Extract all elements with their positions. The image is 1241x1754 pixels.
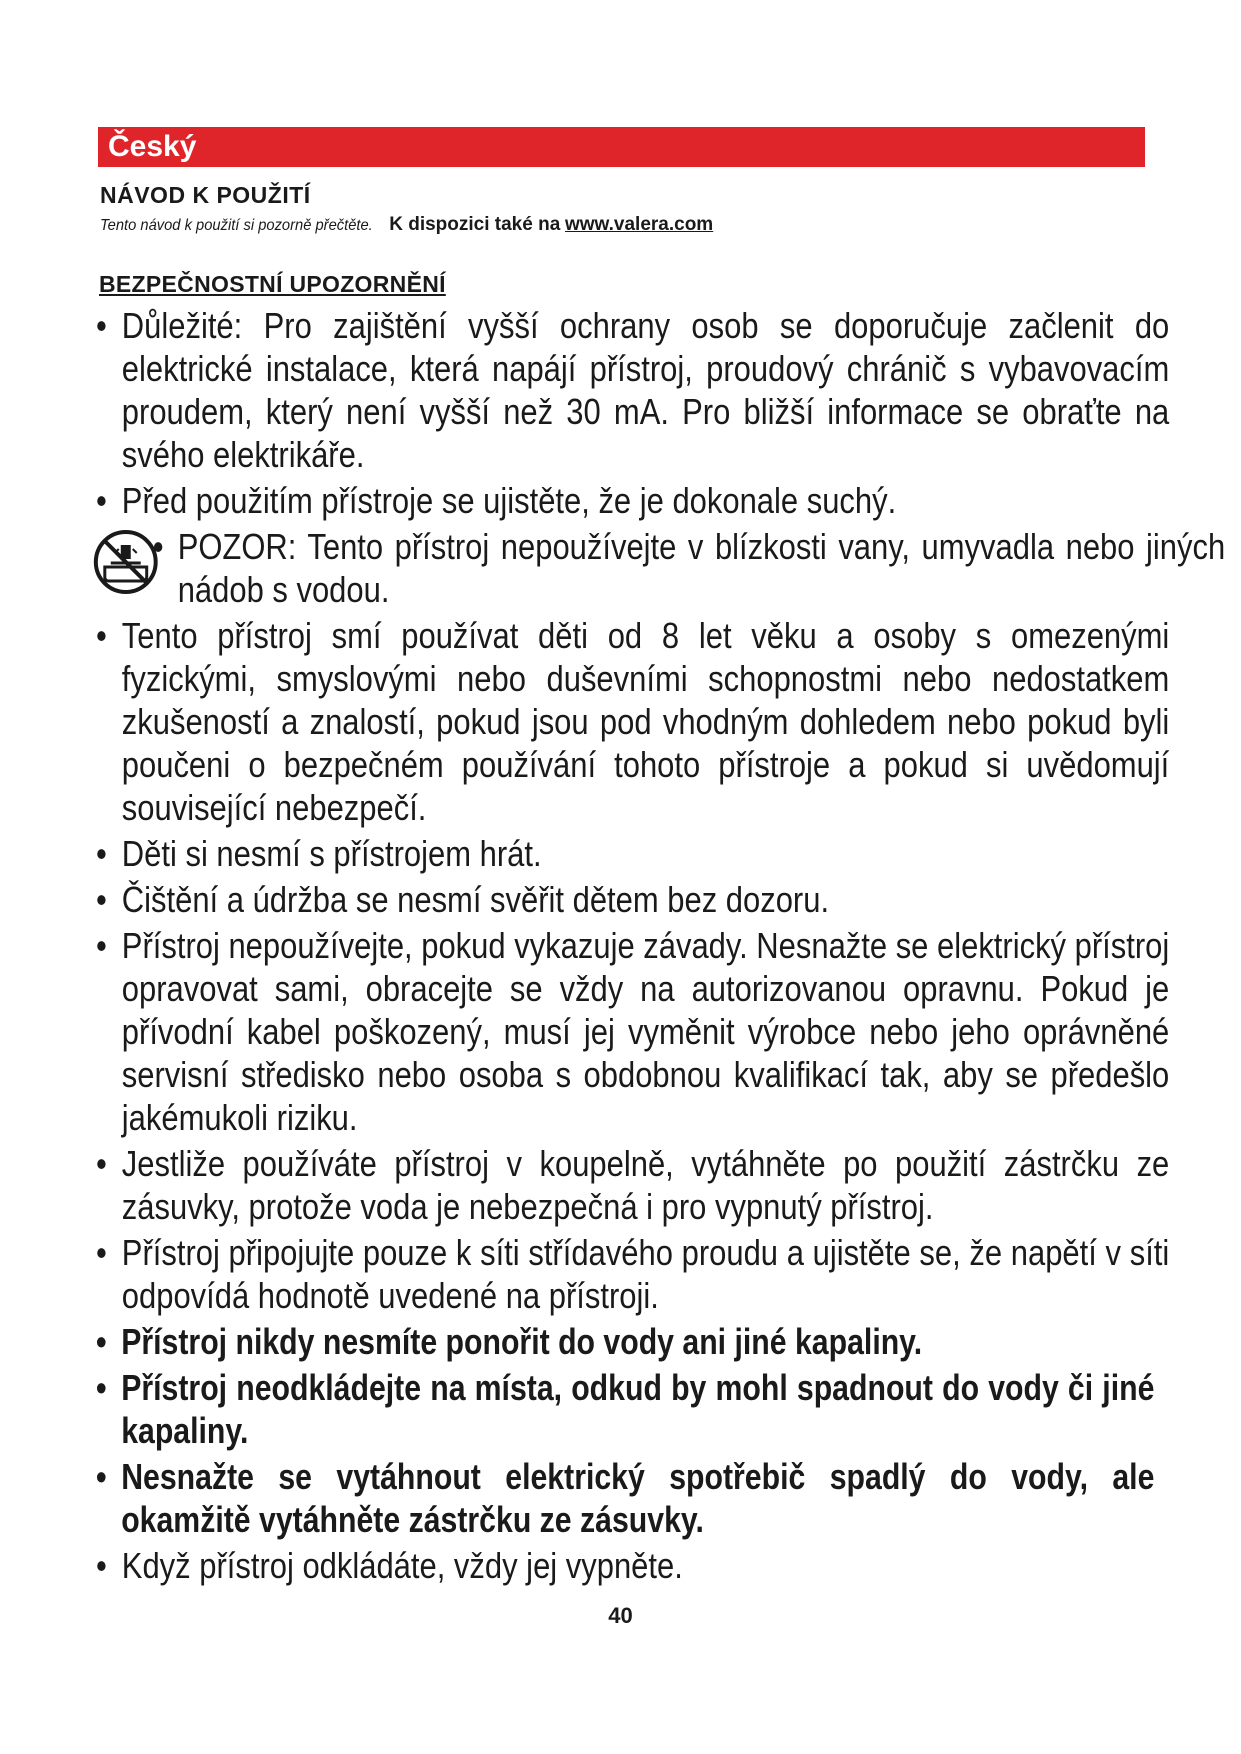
- bullet-marker: •: [96, 1143, 107, 1184]
- list-item: [96, 1544, 1169, 1587]
- list-item-text: Když přístroj odkládáte, vždy jej vypněte.: [121, 1545, 683, 1586]
- list-item-text: Přístroj připojujte pouze k síti střídavého proudu a ujistěte se, že napětí v síti odpovídá hodnotě uvedené na přístroji.: [121, 1232, 1170, 1316]
- list-item-emphasis: [96, 1455, 1154, 1541]
- bullet-marker: •: [96, 305, 107, 346]
- list-item-emphasis: [96, 1366, 1154, 1452]
- list-item: [96, 304, 1169, 476]
- bullet-marker: •: [96, 879, 107, 920]
- subtitle-instruction: Tento návod k použití si pozorně přečtěte.: [100, 217, 373, 234]
- list-item-text: Děti si nesmí s přístrojem hrát.: [121, 833, 542, 874]
- bullet-marker: •: [96, 1321, 107, 1362]
- bullet-marker: •: [96, 480, 107, 521]
- bullet-marker: •: [96, 925, 107, 966]
- list-item-emphasis: [96, 1320, 1154, 1363]
- section-heading: BEZPEČNOSTNÍ UPOZORNĚNÍ: [99, 271, 446, 297]
- list-item: [96, 1142, 1169, 1228]
- subtitle-availability: K dispozici také na: [389, 214, 561, 235]
- website-link[interactable]: www.valera.com: [565, 214, 714, 235]
- list-item-text: Před použitím přístroje se ujistěte, že je dokonale suchý.: [121, 480, 897, 521]
- list-item-warning: [96, 525, 1225, 611]
- list-item: [96, 924, 1169, 1139]
- document-title: NÁVOD K POUŽITÍ: [100, 182, 311, 208]
- bullet-marker: •: [96, 833, 107, 874]
- list-item-text: Jestliže používáte přístroj v koupelně, vytáhněte po použití zástrčku ze zásuvky, protože voda je nebezpečná i pro vypnutý přístroj.: [121, 1143, 1170, 1227]
- list-item-text: Přístroj nikdy nesmíte ponořit do vody ani jiné kapaliny.: [121, 1321, 923, 1362]
- list-item-text: Čištění a údržba se nesmí svěřit dětem bez dozoru.: [121, 879, 830, 920]
- language-label: Český: [108, 130, 197, 163]
- bullet-marker: •: [152, 526, 164, 567]
- no-bathtub-warning-icon: [91, 527, 161, 597]
- list-item-text: POZOR: Tento přístroj nepoužívejte v blízkosti vany, umyvadla nebo jiných nádob s vodou.: [177, 526, 1226, 610]
- language-bar: [98, 127, 1145, 167]
- list-item-text: Tento přístroj smí používat děti od 8 let věku a osoby s omezenými fyzickými, smyslovými nebo duševními schopnostmi nebo nedostatkem zkušeností a znalostí, pokud jsou pod vhodným dohledem nebo pokud byli poučeni o bezpečném používání tohoto přístroje a pokud si uvědomují související nebezpečí.: [121, 615, 1170, 828]
- subtitle-line: [100, 214, 713, 236]
- page-number: 40: [608, 1603, 633, 1628]
- bullet-marker: •: [96, 1456, 107, 1497]
- list-item-text: Přístroj nepoužívejte, pokud vykazuje závady. Nesnažte se elektrický přístroj opravovat sami, obracejte se vždy na autorizovanou opravnu. Pokud je přívodní kabel poškozený, musí jej vyměnit výrobce nebo jeho oprávněné servisní středisko nebo osoba s obdobnou kvalifikací tak, aby se předešlo jakémukoli riziku.: [121, 925, 1170, 1138]
- list-item-text: Nesnažte se vytáhnout elektrický spotřebič spadlý do vody, ale okamžitě vytáhněte zástrčku ze zásuvky.: [121, 1456, 1155, 1540]
- safety-list: [96, 304, 1226, 1590]
- list-item: [96, 832, 1169, 875]
- list-item: [96, 1231, 1169, 1317]
- bullet-marker: •: [96, 615, 107, 656]
- list-item-text: Důležité: Pro zajištění vyšší ochrany osob se doporučuje začlenit do elektrické instalace, která napájí přístroj, proudový chránič s vybavovacím proudem, který není vyšší než 30 mA. Pro bližší informace se obraťte na svého elektrikáře.: [121, 305, 1170, 475]
- list-item: [96, 614, 1169, 829]
- list-item-text: Přístroj neodkládejte na místa, odkud by mohl spadnout do vody či jiné kapaliny.: [121, 1367, 1155, 1451]
- bullet-marker: •: [96, 1367, 107, 1408]
- list-item: [96, 479, 1169, 522]
- bullet-marker: •: [96, 1545, 107, 1586]
- list-item: [96, 878, 1169, 921]
- bullet-marker: •: [96, 1232, 107, 1273]
